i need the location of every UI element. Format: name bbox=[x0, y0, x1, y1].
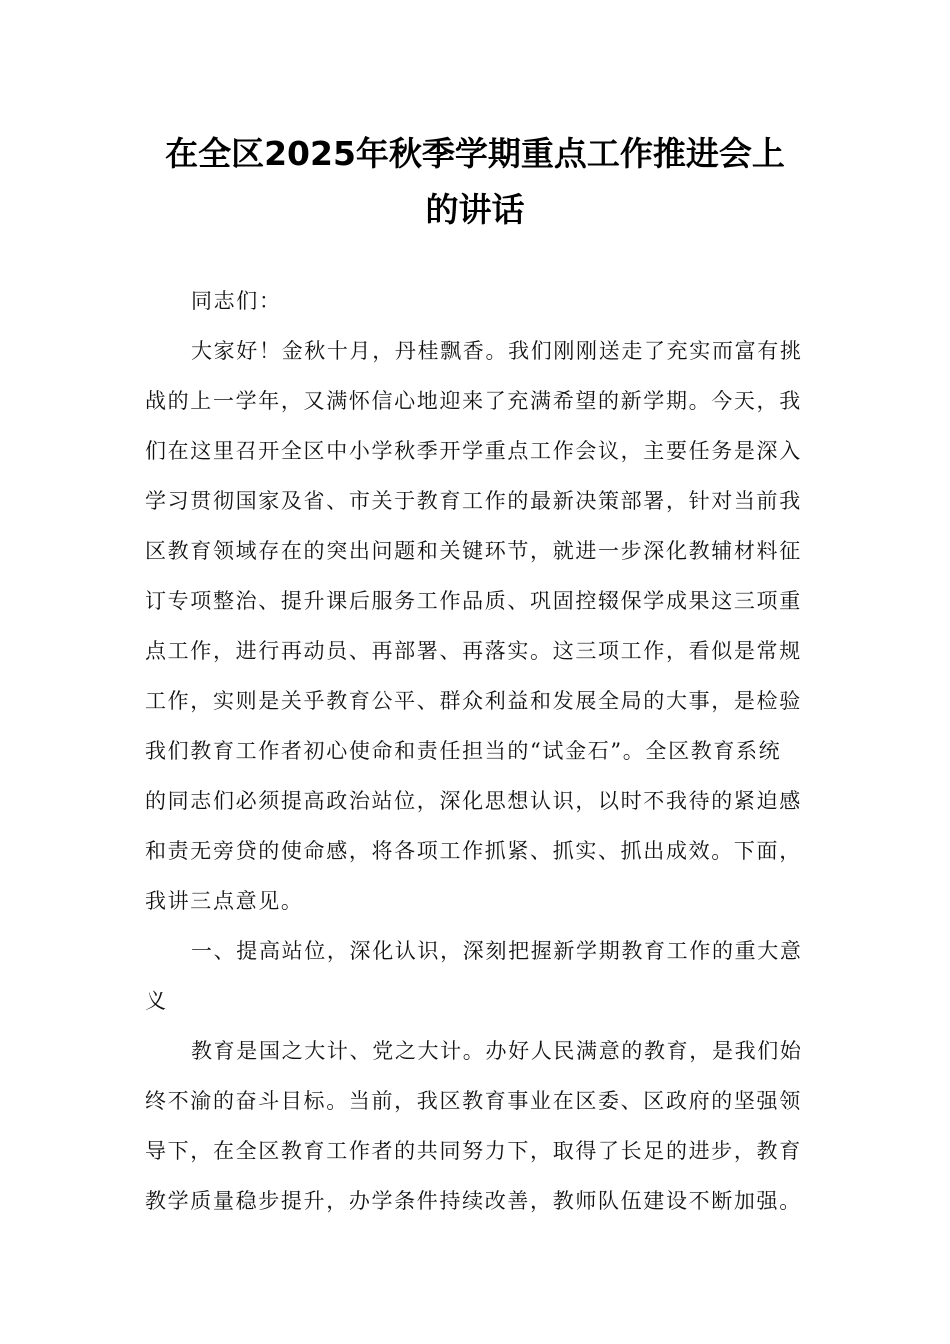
section-heading-1-cont: 义 bbox=[145, 989, 168, 1013]
paragraph-1-line: 和责无旁贷的使命感，将各项工作抓紧、抓实、抓出成效。下面， bbox=[145, 839, 802, 863]
paragraph-1-line: 我讲三点意见。 bbox=[145, 889, 304, 913]
paragraph-1-line: 们在这里召开全区中小学秋季开学重点工作会议，主要任务是深入 bbox=[145, 439, 802, 463]
paragraph-1-line: 订专项整治、提升课后服务工作品质、巩固控辍保学成果这三项重 bbox=[145, 589, 802, 613]
paragraph-1-line: 战的上一学年，又满怀信心地迎来了充满希望的新学期。今天，我 bbox=[145, 389, 802, 413]
paragraph-1-line: 工作，实则是关乎教育公平、群众利益和发展全局的大事，是检验 bbox=[145, 689, 802, 713]
paragraph-1-line: 点工作，进行再动员、再部署、再落实。这三项工作，看似是常规 bbox=[145, 639, 802, 663]
paragraph-2-line: 导下，在全区教育工作者的共同努力下，取得了长足的进步，教育 bbox=[145, 1139, 802, 1163]
paragraph-2-line: 教育是国之大计、党之大计。办好人民满意的教育，是我们始 bbox=[191, 1039, 803, 1063]
paragraph-1-line: 我们教育工作者初心使命和责任担当的“试金石”。全区教育系统 bbox=[145, 739, 782, 763]
paragraph-1-line: 学习贯彻国家及省、市关于教育工作的最新决策部署，针对当前我 bbox=[145, 489, 802, 513]
title-line-2: 的讲话 bbox=[425, 190, 525, 229]
document-title bbox=[140, 126, 810, 238]
salutation: 同志们： bbox=[191, 289, 282, 313]
paragraph-1-line: 的同志们必须提高政治站位，深化思想认识，以时不我待的紧迫感 bbox=[145, 789, 802, 813]
paragraph-1-line: 大家好！金秋十月，丹桂飘香。我们刚刚送走了充实而富有挑 bbox=[191, 339, 803, 363]
title-line-1: 在全区2025年秋季学期重点工作推进会上 bbox=[165, 134, 785, 173]
paragraph-2-line: 教学质量稳步提升，办学条件持续改善，教师队伍建设不断加强。 bbox=[145, 1189, 802, 1213]
paragraph-1-line: 区教育领域存在的突出问题和关键环节，就进一步深化教辅材料征 bbox=[145, 539, 802, 563]
paragraph-2-line: 终不渝的奋斗目标。当前，我区教育事业在区委、区政府的坚强领 bbox=[145, 1089, 802, 1113]
section-heading-1: 一、提高站位，深化认识，深刻把握新学期教育工作的重大意 bbox=[191, 939, 803, 963]
